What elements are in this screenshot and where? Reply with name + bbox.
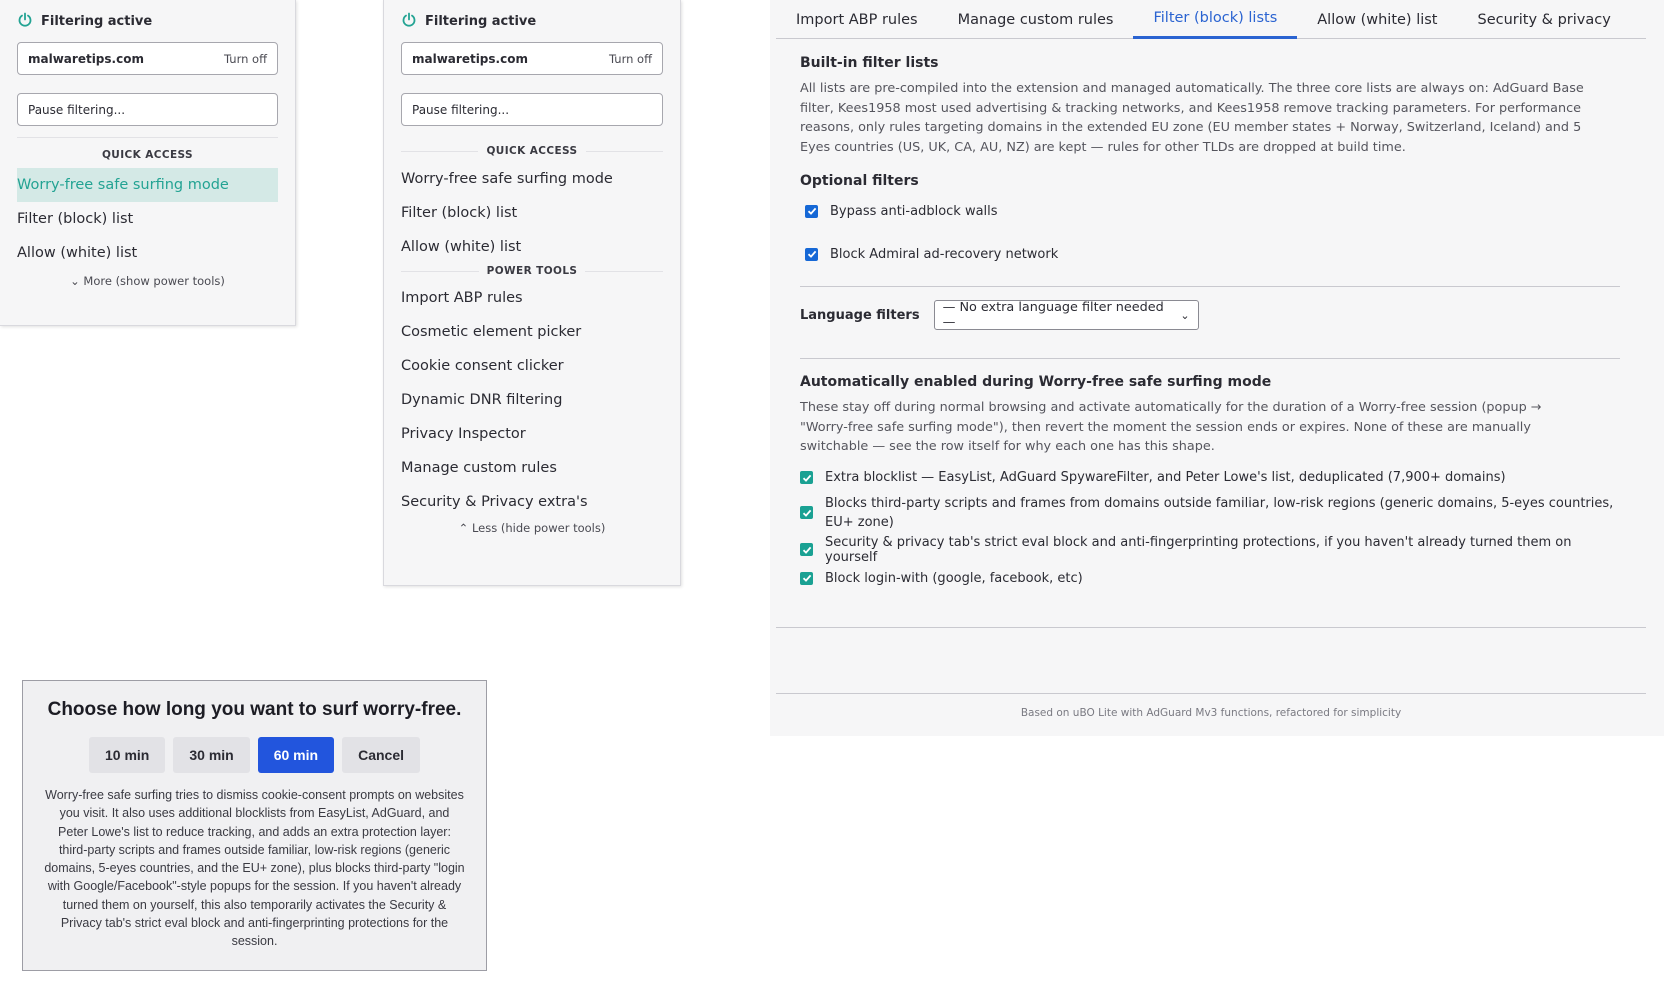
settings-panel <box>770 0 1664 736</box>
optional-filter-label: Bypass anti-adblock walls <box>830 203 998 219</box>
quick-item-filter-list[interactable]: Filter (block) list <box>401 205 518 221</box>
tab-custom-rules[interactable]: Manage custom rules <box>957 11 1114 28</box>
chevron-down-icon: ⌄ <box>1180 308 1190 322</box>
power-item-import-abp[interactable]: Import ABP rules <box>401 290 523 306</box>
power-item-privacy-inspector[interactable]: Privacy Inspector <box>401 426 526 442</box>
pause-filtering-button[interactable]: Pause filtering... <box>17 93 278 126</box>
divider <box>17 137 278 138</box>
footer-credit: Based on uBO Lite with AdGuard Mv3 functions, refactored for simplicity <box>1020 707 1402 719</box>
quick-item-worry-free[interactable]: Worry-free safe surfing mode <box>401 171 613 187</box>
status-text: Filtering active <box>41 13 153 29</box>
checkbox-locked <box>800 506 813 519</box>
heading-rule <box>585 271 663 272</box>
checkbox-locked <box>800 471 813 484</box>
less-label: Less (hide power tools) <box>471 521 606 535</box>
footer-divider <box>776 627 1646 628</box>
dialog-title: Choose how long you want to surf worry-free. <box>47 699 462 720</box>
power-tools-label: POWER TOOLS <box>486 265 578 277</box>
section-divider <box>800 358 1620 359</box>
site-name: malwaretips.com <box>28 51 144 66</box>
popup-expanded <box>383 0 681 586</box>
quick-item-allow-list[interactable]: Allow (white) list <box>401 239 522 255</box>
more-power-tools-link[interactable] <box>17 274 278 288</box>
power-tools-heading <box>401 264 663 278</box>
language-selected: — No extra language filter needed — <box>942 300 1164 330</box>
checkbox[interactable] <box>805 205 818 218</box>
auto-description: These stay off during normal browsing and activate automatically for the duration of a Worry-free session (popup → "Worry-free safe surfing mode"), then revert the moment the session ends or expires. None of these are manually switchable — see the row itself for why each one has this shape. <box>800 400 1542 454</box>
language-row <box>800 300 1620 330</box>
tab-security-privacy[interactable]: Security & privacy <box>1477 11 1611 28</box>
auto-item <box>800 565 1620 592</box>
power-item-custom-rules[interactable]: Manage custom rules <box>401 460 557 476</box>
builtin-description: All lists are pre-compiled into the extension and managed automatically. The three core lists are always on: AdGuard Base filter, Kees1958 most used advertising & tracking networks, and Kees1958 remove tracking parameters. For performance reasons, only rules targeting domains in the extended EU zone (EU member states + Norway, Switzerland, Iceland) and 5 Eyes countries (US, UK, CA, AU, NZ) are kept — rules for other TLDs are dropped at build time. <box>800 81 1584 155</box>
site-name: malwaretips.com <box>412 51 528 66</box>
optional-filter-label: Block Admiral ad-recovery network <box>830 246 1059 262</box>
optional-filter-row[interactable] <box>800 246 1620 262</box>
dialog-description: Worry-free safe surfing tries to dismiss cookie-consent prompts on websites you visit. It also uses additional blocklists from EasyList, AdGuard, and Peter Lowe's list to reduce tracking, and adds an extra protection layer: third-party scripts and frames outside familiar, low-risk regions (generic domains, 5-eyes countries, and the EU+ zone), plus blocks third-party "login with Google/Facebook"-style popups for the session. If you haven't already turned them on yourself, this also temporarily activates the Security & Privacy tab's strict eval block and anti-fingerprinting protections for the session. <box>44 788 465 949</box>
power-item-security-extras[interactable]: Security & Privacy extra's <box>401 494 588 510</box>
quick-access-heading <box>17 148 278 162</box>
site-box <box>401 42 663 75</box>
cancel-button[interactable]: Cancel <box>342 737 420 773</box>
duration-60-button[interactable]: 60 min <box>258 737 334 773</box>
chevron-down-icon: ⌄ <box>70 274 80 288</box>
language-label: Language filters <box>800 307 920 323</box>
tab-bar <box>776 0 1646 39</box>
section-divider <box>800 286 1620 287</box>
auto-heading: Automatically enabled during Worry-free safe surfing mode <box>800 374 1272 390</box>
filter-lists-content <box>800 55 1620 592</box>
optional-heading: Optional filters <box>800 173 919 189</box>
site-box <box>17 42 278 75</box>
auto-item-label: Blocks third-party scripts and frames from domains outside familiar, low-risk regions (generic domains, 5-eyes countries, EU+ zone) <box>825 495 1614 530</box>
quick-access-label: QUICK ACCESS <box>486 145 578 157</box>
heading-rule <box>586 151 663 152</box>
status-text: Filtering active <box>425 13 537 29</box>
duration-30-button[interactable]: 30 min <box>173 737 249 773</box>
tab-filter-lists[interactable]: Filter (block) lists <box>1133 0 1297 39</box>
quick-access-label: QUICK ACCESS <box>101 149 194 161</box>
tab-allow-list[interactable]: Allow (white) list <box>1317 11 1438 28</box>
auto-item <box>800 491 1620 535</box>
builtin-heading: Built-in filter lists <box>800 55 939 71</box>
quick-item-filter-list[interactable]: Filter (block) list <box>17 211 134 227</box>
checkbox[interactable] <box>805 248 818 261</box>
status-row <box>401 0 663 42</box>
checkbox-locked <box>800 543 813 556</box>
auto-item-label: Security & privacy tab's strict eval block and anti-fingerprinting protections, if you haven't already turned them on yourself <box>825 534 1572 565</box>
auto-item-label: Block login-with (google, facebook, etc) <box>825 570 1083 586</box>
turn-off-button[interactable]: Turn off <box>224 51 267 66</box>
quick-item-allow-list[interactable]: Allow (white) list <box>17 245 138 261</box>
quick-item-worry-free[interactable]: Worry-free safe surfing mode <box>17 168 278 202</box>
language-select[interactable] <box>934 300 1199 330</box>
duration-10-button[interactable]: 10 min <box>89 737 165 773</box>
heading-rule <box>401 151 478 152</box>
auto-item <box>800 465 1620 491</box>
power-icon <box>401 12 419 30</box>
auto-items-list <box>800 465 1620 592</box>
chevron-up-icon: ⌃ <box>458 521 469 535</box>
popup-collapsed <box>0 0 296 326</box>
status-row <box>17 0 278 42</box>
pause-filtering-button[interactable]: Pause filtering... <box>401 93 663 126</box>
heading-rule <box>401 271 479 272</box>
power-item-cookie-clicker[interactable]: Cookie consent clicker <box>401 358 564 374</box>
quick-access-heading <box>401 144 663 158</box>
auto-item <box>800 535 1620 565</box>
more-label: More (show power tools) <box>83 274 225 288</box>
power-item-element-picker[interactable]: Cosmetic element picker <box>401 324 582 340</box>
less-power-tools-link[interactable] <box>401 521 663 535</box>
power-icon <box>17 12 35 30</box>
footer-divider <box>776 693 1646 694</box>
turn-off-button[interactable]: Turn off <box>609 51 652 66</box>
duration-buttons <box>37 737 472 773</box>
auto-item-label: Extra blocklist — EasyList, AdGuard SpywareFilter, and Peter Lowe's list, deduplicated (7,900+ domains) <box>825 470 1506 485</box>
power-item-dnr-filtering[interactable]: Dynamic DNR filtering <box>401 392 563 408</box>
worry-free-duration-dialog <box>22 680 487 971</box>
optional-filter-row[interactable] <box>800 203 1620 219</box>
checkbox-locked <box>800 572 813 585</box>
tab-import-abp[interactable]: Import ABP rules <box>796 11 918 28</box>
